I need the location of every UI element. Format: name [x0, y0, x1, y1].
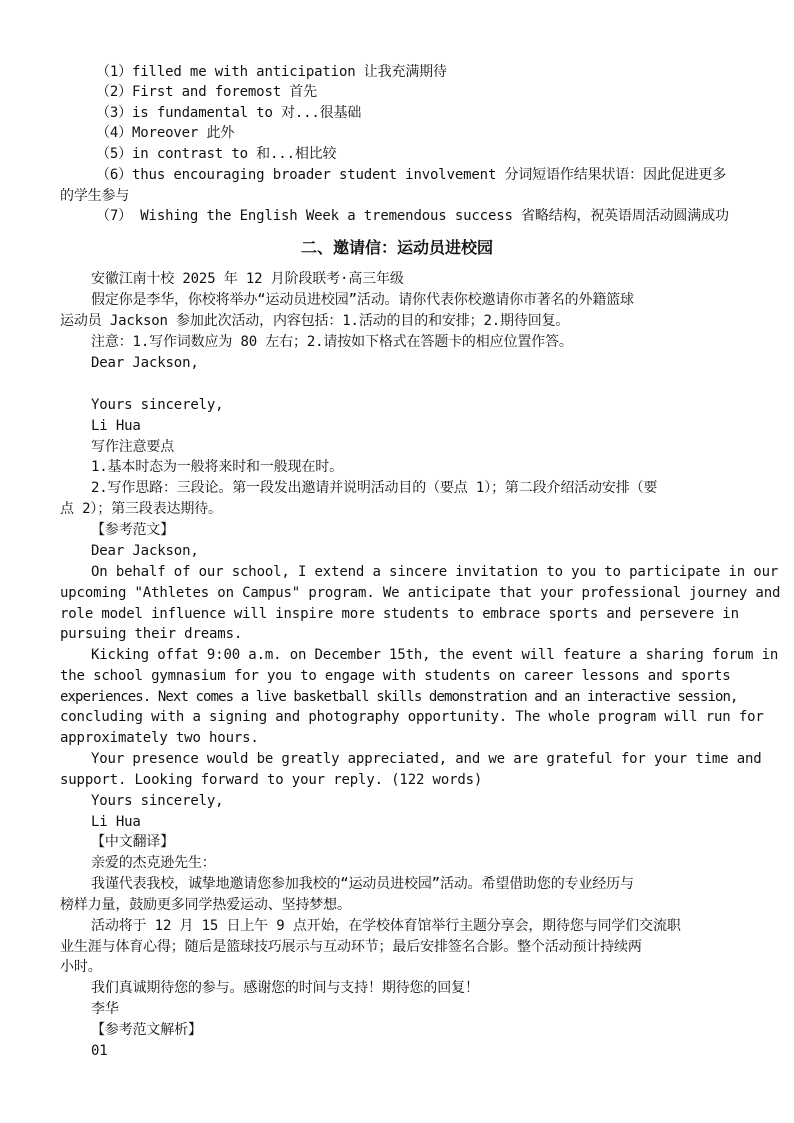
model-p2-line: experiences. Next comes a live basketball skills demonstration and an interactive session, — [60, 689, 738, 705]
phrase-item-3: （3）is fundamental to 对...很基础 — [96, 105, 362, 121]
exam-source: 安徽江南十校 2025 年 12 月阶段联考·高三年级 — [91, 271, 404, 287]
phrase-item-6-cont: 的学生参与 — [60, 188, 130, 204]
translation-greeting: 亲爱的杰克逊先生： — [91, 855, 216, 871]
translation-p2-line: 活动将于 12 月 15 日上午 9 点开始，在学校体育馆举行主题分享会，期待您与同学们交流职 — [91, 918, 681, 934]
phrase-item-7: （7） Wishing the English Week a tremendous success 省略结构，祝英语周活动圆满成功 — [96, 208, 729, 224]
model-p2-line: Kicking offat 9:00 a.m. on December 15th, the event will feature a sharing forum in — [91, 647, 779, 663]
prompt-note: 注意：1.写作词数应为 80 左右；2.请按如下格式在答题卡的相应位置作答。 — [91, 334, 573, 350]
tip-1: 1.基本时态为一般将来时和一般现在时。 — [91, 459, 344, 475]
model-p1-line: upcoming "Athletes on Campus" program. We anticipate that your professional journey and — [60, 585, 781, 601]
phrase-item-4: （4）Moreover 此外 — [96, 125, 235, 141]
model-p1-line: On behalf of our school, I extend a sincere invitation to you to participate in our — [91, 564, 779, 580]
model-heading: 【参考范文】 — [91, 522, 175, 538]
translation-p1-line: 我谨代表我校，诚挚地邀请您参加我校的“运动员进校园”活动。希望借助您的专业经历与 — [91, 876, 634, 892]
translation-p1-line: 榜样力量，鼓励更多同学热爱运动、坚持梦想。 — [60, 897, 351, 913]
model-p3-line: support. Looking forward to your reply. (122 words) — [60, 772, 483, 788]
prompt-line-1: 假定你是李华，你校将举办“运动员进校园”活动。请你代表你校邀请你市著名的外籍篮球 — [91, 292, 634, 308]
model-p3-line: Your presence would be greatly appreciated, and we are grateful for your time and — [91, 751, 762, 767]
phrase-item-2: （2）First and foremost 首先 — [96, 84, 317, 100]
analysis-heading: 【参考范文解析】 — [91, 1022, 202, 1038]
model-p2-line: concluding with a signing and photography opportunity. The whole program will run for — [60, 709, 764, 725]
prompt-line-2: 运动员 Jackson 参加此次活动，内容包括：1.活动的目的和安排；2.期待回复。 — [60, 313, 570, 329]
model-signature: Li Hua — [91, 814, 141, 830]
letter-greeting: Dear Jackson, — [91, 355, 199, 371]
translation-p2-line: 小时。 — [60, 959, 102, 975]
translation-p3: 我们真诚期待您的参与。感谢您的时间与支持！期待您的回复！ — [91, 980, 479, 996]
model-p2-line: the school gymnasium for you to engage with students on career lessons and sports — [60, 668, 731, 684]
model-p1-line: role model influence will inspire more students to embrace sports and persevere in — [60, 606, 739, 622]
letter-signature: Li Hua — [91, 418, 141, 434]
translation-p2-line: 业生涯与体育心得；随后是篮球技巧展示与互动环节；最后安排签名合影。整个活动预计持续两 — [60, 939, 642, 955]
phrase-item-5: （5）in contrast to 和...相比较 — [96, 146, 337, 162]
phrase-item-6: （6）thus encouraging broader student involvement 分词短语作结果状语：因此促进更多 — [96, 167, 727, 183]
model-closing: Yours sincerely, — [91, 793, 224, 809]
letter-closing: Yours sincerely, — [91, 397, 224, 413]
tips-heading: 写作注意要点 — [91, 439, 175, 455]
phrase-item-1: （1）filled me with anticipation 让我充满期待 — [96, 64, 447, 80]
section-title: 二、邀请信：运动员进校园 — [300, 238, 493, 257]
tip-2: 2.写作思路：三段论。第一段发出邀请并说明活动目的（要点 1）；第二段介绍活动安排（要 — [91, 480, 658, 496]
analysis-number: 01 — [91, 1043, 108, 1059]
translation-heading: 【中文翻译】 — [91, 834, 175, 850]
model-p1-line: pursuing their dreams. — [60, 626, 243, 642]
model-greeting: Dear Jackson, — [91, 543, 199, 559]
tip-2-cont: 点 2）；第三段表达期待。 — [60, 501, 222, 517]
model-p2-line: approximately two hours. — [60, 730, 259, 746]
translation-signature: 李华 — [91, 1001, 119, 1017]
